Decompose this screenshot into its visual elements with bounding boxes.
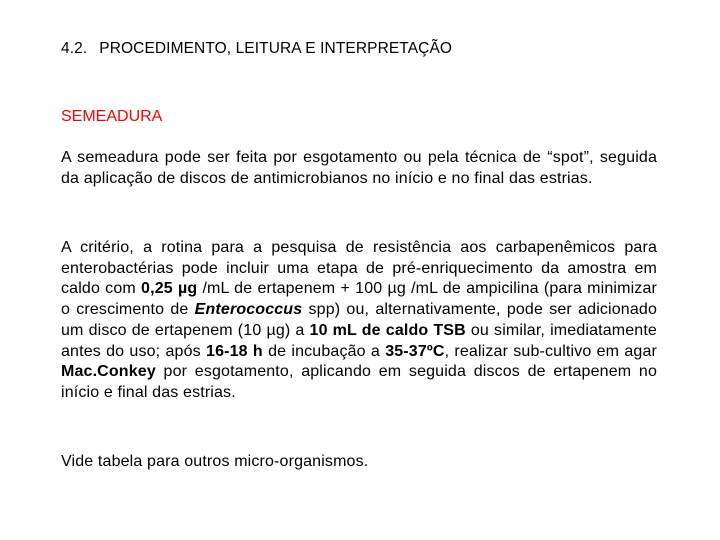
incubation-temperature: 35-37ºC (385, 342, 445, 360)
paragraph-vide-tabela: Vide tabela para outros micro-organismos. (61, 453, 369, 470)
paragraph-semeadura: A semeadura pode ser feita por esgotamento ou pela técnica de “spot”, seguida da aplicação de discos de antimicrobianos no início e no final das estrias. (61, 149, 657, 187)
text-span: , realizar sub-cultivo em agar (444, 342, 658, 360)
text-span: spp) ou, alternativamente, pode ser adicionado um disco de ertapenem (10 µg) a (61, 301, 657, 339)
broth-volume: 10 mL de caldo TSB (309, 321, 466, 339)
subsection-title: SEMEADURA (61, 108, 163, 125)
incubation-time: 16-18 h (206, 342, 263, 360)
paragraph-criterio (61, 238, 657, 404)
dose-ertapenem: 0,25 µg (141, 280, 198, 298)
heading-title: PROCEDIMENTO, LEITURA E INTERPRETAÇÃO (99, 40, 453, 57)
text-span: por esgotamento, aplicando em seguida discos de ertapenem no início e final das estrias. (61, 363, 657, 401)
section-heading (61, 40, 452, 58)
text-span: de incubação a (262, 342, 386, 360)
text-span: A critério, a rotina para a pesquisa de resistência aos carbapenêmicos para enterobactérias pode incluir uma etapa de pré-enriquecimento da amostra em caldo com (61, 239, 657, 298)
organism-name: Enterococcus (194, 301, 303, 319)
text-span: /mL de ertapenem + 100 µg /mL de ampicilina (para minimizar o crescimento de (61, 280, 657, 319)
agar-name: Mac.Conkey (61, 363, 156, 381)
text-span: ou similar, imediatamente antes do uso; após (61, 321, 657, 360)
heading-number: 4.2. (61, 40, 88, 57)
